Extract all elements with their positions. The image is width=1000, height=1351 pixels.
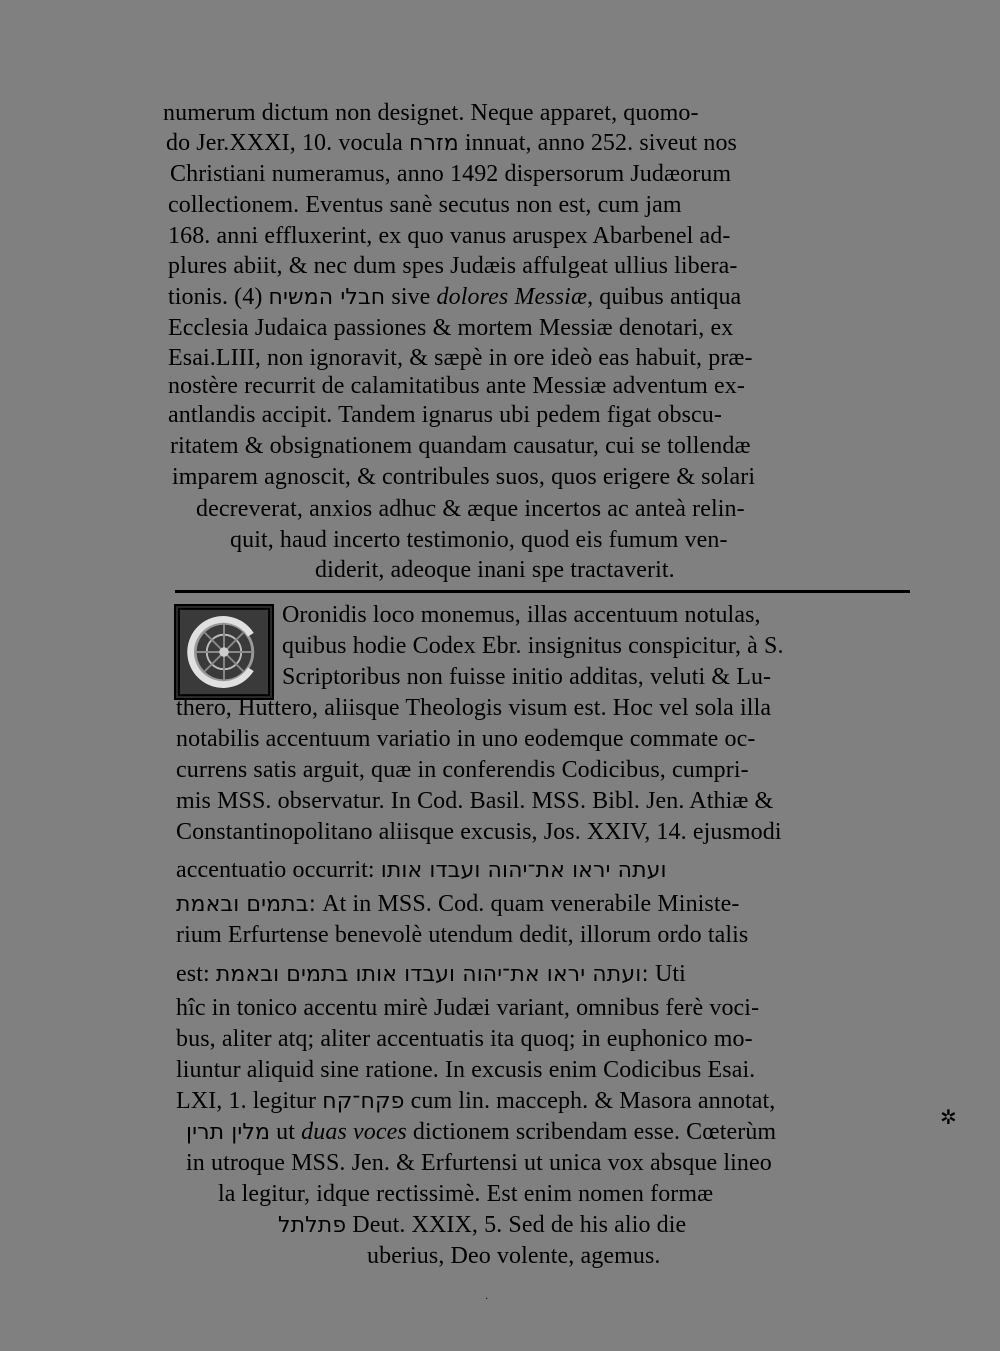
text-line: Ecclesia Judaica passiones & mortem Messiæ denotari, ex (168, 315, 734, 341)
text-line: מלין תרין ut duas voces dictionem scribendam esse. Cœterùm (186, 1119, 777, 1145)
text-line: bus, aliter atq; aliter accentuatis ita quoq; in euphonico mo- (176, 1026, 753, 1052)
hebrew-phrase: מלין תרין (186, 1120, 271, 1145)
text-line: currens satis arguit, quæ in conferendis Codicibus, cumpri- (176, 757, 749, 783)
text-line: quibus hodie Codex Ebr. insignitus conspicitur, à S. (282, 633, 784, 659)
text-line: quit, haud incerto testimonio, quod eis fumum ven- (230, 527, 728, 553)
text-line: Christiani numeramus, anno 1492 dispersorum Judæorum (170, 161, 732, 187)
text-line: Scriptoribus non fuisse initio additas, veluti & Lu- (282, 664, 772, 690)
text-line: in utroque MSS. Jen. & Erfurtensi ut unica vox absque lineo (186, 1150, 772, 1176)
text-line: hîc in tonico accentu mirè Judæi variant, omnibus ferè voci- (176, 995, 760, 1021)
text-line: numerum dictum non designet. Neque apparet, quomo- (163, 100, 699, 126)
text-line: LXI, 1. legitur פקח־קח cum lin. macceph. & Masora annotat, (176, 1088, 776, 1114)
hebrew-phrase: ועתה יראו את־יהוה ועבדו אותו בתמים ובאמת: (215, 962, 649, 987)
decorated-initial-c-icon (174, 604, 274, 700)
hebrew-word: מזרח (409, 131, 459, 156)
hebrew-word: פתלתל (278, 1213, 347, 1238)
text-line: Oronidis loco monemus, illas accentuum notulas, (282, 602, 761, 628)
text-line: diderit, adeoque inani spe tractaverit. (315, 557, 675, 583)
text-line: est: ועתה יראו את־יהוה ועבדו אותו בתמים ובאמת: Uti (176, 961, 686, 987)
text-line: la legitur, idque rectissimè. Est enim nomen formæ (218, 1181, 714, 1207)
ink-blot-icon: ✲ (940, 1107, 957, 1129)
hebrew-phrase: חבלי המשיח (268, 285, 386, 310)
ink-dot-icon: · (485, 1294, 489, 1305)
ornament-icon (176, 606, 272, 698)
text-line: do Jer.XXXI, 10. vocula מזרח innuat, anno 252. siveut nos (166, 130, 737, 156)
text-line: liuntur aliquid sine ratione. In excusis enim Codicibus Esai. (176, 1057, 756, 1083)
text-line: antlandis accipit. Tandem ignarus ubi pedem figat obscu- (168, 402, 722, 428)
text-line: accentuatio occurrit: ועתה יראו את־יהוה ועבדו אותו (176, 857, 667, 883)
text-line: rium Erfurtense benevolè utendum dedit, illorum ordo talis (176, 922, 749, 948)
text-line: ritatem & obsignationem quandam causatur, cui se tollendæ (170, 433, 751, 459)
text-line: thero, Huttero, aliisque Theologis visum est. Hoc vel sola illa (176, 695, 772, 721)
hebrew-phrase: ועתה יראו את־יהוה ועבדו אותו (380, 858, 667, 883)
text-line: בתמים ובאמת: At in MSS. Cod. quam venerabile Ministe- (176, 891, 740, 917)
section-divider (175, 590, 910, 593)
text-line: Esai.LIII, non ignoravit, & sæpè in ore ideò eas habuit, præ- (168, 345, 753, 371)
text-line: notabilis accentuum variatio in uno eodemque commate oc- (176, 726, 756, 752)
text-line: uberius, Deo volente, agemus. (367, 1243, 661, 1269)
text-line: mis MSS. observatur. In Cod. Basil. MSS. Bibl. Jen. Athiæ & (176, 788, 774, 814)
text-line: tionis. (4) חבלי המשיח sive dolores Messiæ, quibus antiqua (168, 284, 742, 310)
hebrew-word: פקח־קח (322, 1089, 405, 1114)
text-line: פתלתל Deut. XXIX, 5. Sed de his alio die (278, 1212, 687, 1238)
text-line: plures abiit, & nec dum spes Judæis affulgeat ullius libera- (168, 253, 738, 279)
text-line: nostère recurrit de calamitatibus ante Messiæ adventum ex- (168, 373, 745, 399)
hebrew-phrase: בתמים ובאמת: (176, 892, 317, 917)
text-line: Constantinopolitano aliisque excusis, Jos. XXIV, 14. ejusmodi (176, 819, 782, 845)
text-line: 168. anni effluxerint, ex quo vanus aruspex Abarbenel ad- (168, 223, 731, 249)
text-line: imparem agnoscit, & contribules suos, quos erigere & solari (172, 464, 756, 490)
text-line: collectionem. Eventus sanè secutus non est, cum jam (168, 192, 682, 218)
text-line: decreverat, anxios adhuc & æque incertos ac anteà relin- (196, 496, 745, 522)
